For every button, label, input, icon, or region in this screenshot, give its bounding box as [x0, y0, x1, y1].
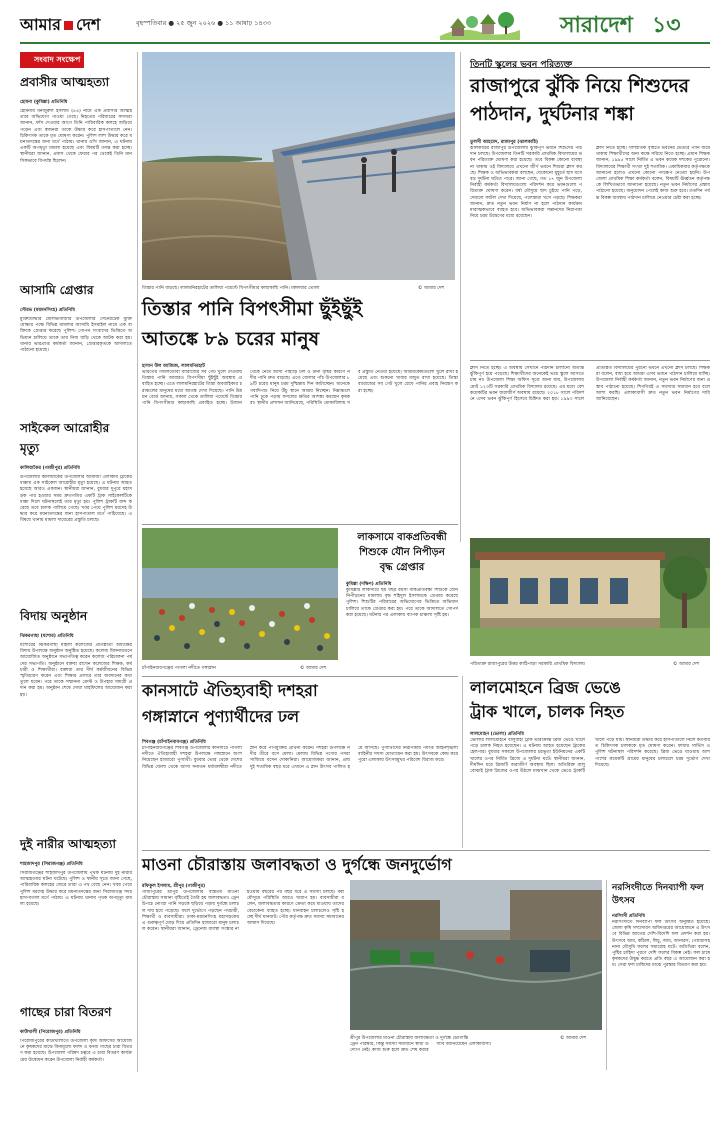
masthead	[0, 0, 720, 46]
divider	[142, 524, 458, 525]
photo-caption: পরিত্যক্ত রাজাপুরের উত্তর কাঠিপাড়া সরকারি প্রাথমিক বিদ্যালয়	[470, 662, 585, 667]
column-divider	[460, 52, 461, 542]
story-body: ক্লাস নিতে হচ্ছে। এ অবস্থায় সেখানে পাঠদান চালানো অত্যন্ত ঝুঁকিপূর্ণ হয়ে পড়েছে। শিক্ষার্থীদের অনেকেই ভয়ে স্কুলে আসতে চায় না। উপজেলা শিক্ষা অফিস সূত্রে জানা যায়, উপজেলায় মোট ১২৩টি সরকারি প্রাথমিক বিদ্যালয় রয়েছে। এর মধ্যে বেশ কয়েকটির ভবন জরাজীর্ণ অবস্থায় রয়েছে। ২০১৮ সালে পরিদর্শনে এসব ভবন ঝুঁকিপূর্ণ হিসেবে চিহ্নিত করা হয়। ১৯৯৩ সালে প্রতিষ্ঠিত বিদ্যালয়ের পুরনো ভবনে এখনো ক্লাস চলছে। শিক্ষকরা বলেন, বাধ্য হয়ে আমরা এসব ভবনে পাঠদান চালিয়ে যাচ্ছি। উপজেলা নির্বাহী কর্মকর্তা জানান, নতুন ভবন নির্মাণের জন্য প্রস্তাব পাঠানো হয়েছে। শিগগিরই এ সমস্যার সমাধান হবে বলে আশা করছি। এলাকাবাসী দ্রুত নতুন ভবন নির্মাণের দাবি জানিয়েছেন।	[470, 366, 710, 403]
photo-credit: © আমার দেশ	[560, 1036, 587, 1041]
brief-byline: কালিয়াকৈর (গাজীপুর) প্রতিনিধি	[20, 466, 80, 471]
river-bridge-photo	[142, 52, 455, 280]
story-body: ভোলার লালমোহনে বালুবাহী ট্রাক ভারাক্রান্ত ব্রিজ ভেঙে খালে পড়ে চালক নিহত হয়েছেন। এ ঘটনায় আহত হয়েছেন ট্রাকের হেলপার। বুধবার সকালে উপজেলার চরভূতা ইউনিয়নের একটি খালের ওপর নির্মিত ব্রিজে এ দুর্ঘটনা ঘটে। স্থানীয়রা জানান, দীর্ঘদিন ধরে ব্রিজটি জরাজীর্ণ অবস্থায় ছিল। অতিরিক্ত বালু বোঝাই ট্রাক ব্রিজের ওপর উঠলে মাঝখান থেকে ভেঙে ট্রাকটি খালে পড়ে যায়। স্থানীয়রা উদ্ধার করে হাসপাতালে নিলে কর্তব্যরত চিকিৎসক চালককে মৃত ঘোষণা করেন। ফায়ার সার্ভিস ও পুলিশ ঘটনাস্থল পরিদর্শন করেছে। ব্রিজ ভেঙে যাওয়ায় আশপাশের কয়েকটি গ্রামের মানুষের চলাচলে চরম দুর্ভোগ দেখা দিয়েছে।	[470, 738, 710, 775]
photo-caption: তিস্তার পানি বাড়ছে। লালমনিরহাটের ডালিয়া পয়েন্টে বিপৎসীমার কাছাকাছি পানি। মঙ্গলবার তোলা	[142, 286, 320, 291]
arrest-headline	[346, 530, 458, 575]
story-body: নরসিংদীতে দিনব্যাপী ফল উৎসব অনুষ্ঠিত হয়েছে। জেলা কৃষি সম্প্রসারণ অধিদপ্তরের আয়োজনে এ উৎসবে বিভিন্ন জাতের দেশি-বিদেশি ফল প্রদর্শন করা হয়। উৎসবে আম, কাঁঠাল, লিচু, জাম, আনারস, পেয়ারাসহ নানা মৌসুমি ফলের সমারোহ ঘটে। অতিথিরা বলেন, পুষ্টির চাহিদা পূরণে দেশি ফলের বিকল্প নেই। ফল চাষে কৃষকদের উদ্বুদ্ধ করতে প্রতি বছর এ আয়োজন করা হয়। সেরা ফল চাষিদের মাঝে পুরস্কার বিতরণ করা হয়।	[612, 920, 710, 969]
story-byline: নরসিংদী প্রতিনিধি	[612, 914, 646, 919]
divider	[142, 676, 458, 677]
brief-byline: হোমনা (কুমিল্লা) প্রতিনিধি	[20, 100, 68, 105]
divider	[142, 850, 710, 851]
teesta-headline	[142, 294, 458, 354]
headline-line: তিস্তার পানি বিপৎসীমা ছুঁইছুঁই	[142, 298, 363, 320]
headline-line: গঙ্গাস্নানে পুণ্যার্থীদের ঢল	[142, 707, 299, 726]
headline-line: লালমোহনে ব্রিজ ভেঙে	[470, 678, 621, 697]
story-body: ঝালকাঠির রাজাপুর উপজেলায় ঝুঁকিপূর্ণ ভবনে শিশুদের পাঠদান চলছে। উপজেলার তিনটি সরকারি প্রাথমিক বিদ্যালয়ের ভবন পরিত্যক্ত ঘোষণা করা হয়েছে। তবে বিকল্প কোনো ব্যবস্থা না থাকায় ওই বিদ্যালয়ে এখনো জীর্ণ ভবনে শিশুরা ক্লাস করছে। শিক্ষক ও অভিভাবকরা বলছেন, যেকোনো মুহূর্তে ছাদ ধসে বড় দুর্ঘটনা ঘটতে পারে। জানা গেছে, গত ১৭ জুন উপজেলা নির্বাহী কর্মকর্তা বিদ্যালয়গুলো পরিদর্শন করে ভবনগুলো পরিত্যক্ত ঘোষণা করেন। বর্ষা মৌসুমে ছাদ চুইয়ে পানি পড়ে, দেয়ালে ফাটল দেখা দিয়েছে, পলেস্তারা খসে পড়ছে। শিক্ষকরা জানান, দ্রুত নতুন ভবন নির্মাণ না হলে পাঠদান কার্যক্রম মারাত্মকভাবে ব্যাহত হবে। অভিভাবকরা সন্তানদের নিরাপত্তা নিয়ে চরম উদ্বেগের মধ্যে রয়েছেন।	[470, 146, 582, 220]
story-byline: লালমোহন (ভোলা) প্রতিনিধি	[470, 732, 524, 737]
section-label-icon	[20, 52, 30, 68]
river-bathing-photo	[142, 528, 338, 660]
brief-item	[20, 420, 132, 600]
story-byline: তুলসী আহমেদ, রাজাপুর (ঝালকাঠি)	[470, 140, 539, 145]
brief-item	[20, 1004, 132, 1124]
headline-line: ট্রাক খালে, চালক নিহত	[470, 702, 625, 721]
brief-title: আসামি গ্রেপ্তার	[20, 283, 94, 297]
photo-credit: © আমার দেশ	[300, 666, 327, 671]
story-byline: কুমিল্লা (দক্ষিণ) প্রতিনিধি	[346, 582, 392, 587]
headline-line: কানসাটে ঐতিহ্যবাহী দশহরা	[142, 681, 318, 700]
story-byline: রফিকুল ইসলাম, শ্রীপুর (গাজীপুর)	[142, 884, 206, 889]
headline-line: রাজাপুরে ঝুঁকি নিয়ে শিশুদের	[470, 75, 690, 97]
logo-left-text: আমার	[20, 15, 61, 34]
story-body: ভারতের গজলডোবা ব্যারাজের সব গেট খুলে দেওয়ায় তিস্তার পানি আবারও বিপৎসীমা ছুঁইছুঁই অবস্থায় প্রবাহিত হচ্ছে। এতে লালমনিরহাটের তিস্তা অববাহিকার চরাঞ্চলের মানুষের মধ্যে আতঙ্ক দেখা দিয়েছে। পানি উন্নয়ন বোর্ড জানায়, সকাল থেকে ডালিয়া পয়েন্টে তিস্তার পানি বিপৎসীমার কাছাকাছি প্রবাহিত হচ্ছে। উজান থেকে নেমে আসা পাহাড়ি ঢল ও টানা বৃষ্টির কারণে নদীর পানি দ্রুত বাড়ছে। এতে জেলার পাঁচ উপজেলার ৮৯টি চরের মানুষ চরম দুশ্চিন্তায় দিন কাটাচ্ছেন। অনেকে গবাদিপশু নিয়ে উঁচু স্থানে আশ্রয় নিচ্ছেন। নিম্নাঞ্চলে পানি ঢুকে পড়ায় ফসলের ক্ষতির আশঙ্কা করছেন কৃষকরা। স্থানীয় প্রশাসন জানিয়েছে, পরিস্থিতি মোকাবিলায় সব প্রস্তুতি নেওয়া হয়েছে। আশ্রয়কেন্দ্রগুলো খুলে রাখা হয়েছে এবং শুকনো খাবার মজুত রাখা হয়েছে। তিস্তা ব্যারাজের সব গেট খুলে রেখে পানির প্রবাহ নিয়ন্ত্রণ করা হচ্ছে।	[142, 370, 458, 407]
brief-body: হোমনায় মনজুরুল ইসলাম (৫৪) নামে এক প্রবাসীর আত্মহত্যার অভিযোগ পাওয়া গেছে। নিহতের পরিবারের সদস্যরা জানান, ফাঁস দেওয়ার আগে তিনি পারিবারিক কলহে জড়িয়ে পড়েন এবং স্বজনরা তাকে উদ্ধার করে হাসপাতালে নেন। চিকিৎসক তাকে মৃত ঘোষণা করেন। পুলিশ লাশ উদ্ধার করে ময়নাতদন্তের জন্য মর্গে পাঠায়। থানার ওসি জানান, এ ঘটনায় একটি অপমৃত্যু মামলা হয়েছে এবং বিষয়টি তদন্ত করা হচ্ছে। স্থানীয়রা জানান, প্রবাস থেকে ফেরার পর থেকেই তিনি মানসিকভাবে বিপর্যস্ত ছিলেন।	[20, 109, 132, 164]
section-label-text: সংবাদ সংক্ষেপ	[30, 52, 84, 68]
brief-body: সিরাজগঞ্জের শাহজাদপুর উপজেলায় পৃথক ঘটনায় দুই নারীর আত্মহত্যার ঘটনা ঘটেছে। পুলিশ ও স্থানীয় সূত্রে জানা গেছে, পারিবারিক কলহের জেরে তারা এ পথ বেছে নেন। খবর পেয়ে পুলিশ মরদেহ উদ্ধার করে ময়নাতদন্তের জন্য সিরাজগঞ্জ সদর হাসপাতাল মর্গে পাঠায়। এ ঘটনায় থানায় পৃথক অপমৃত্যু মামলা হয়েছে।	[20, 871, 132, 908]
news-brief-column	[20, 52, 132, 1072]
brief-title: প্রবাসীর আত্মহত্যা	[20, 75, 110, 89]
brief-item	[20, 74, 132, 274]
brief-body: মুক্তিযোদ্ধার মৌলভীবাজার উপজেলার সেনেরটেক মুক্তি যোদ্ধার পক্ষে বিভিন্ন মামলার আসামি ইসমাইল নামে এক ব্যক্তিকে গ্রেপ্তার করেছে পুলিশ। গোপন সংবাদের ভিত্তিতে অভিযান চালিয়ে তাকে তার নিজ বাড়ি থেকে আটক করা হয়। থানার ভারপ্রাপ্ত কর্মকর্তা জানান, গ্রেপ্তারকৃতকে আদালতে পাঠানো হয়েছে।	[20, 317, 132, 354]
fruit-headline: নরসিংদীতে দিনব্যাপী ফল উৎসব	[612, 883, 704, 906]
headline-line: পাঠদান, দুর্ঘটনার শঙ্কা	[470, 103, 634, 125]
kicker	[470, 52, 710, 68]
waterlog-headline: মাওনা চৌরাস্তায় জলাবদ্ধতা ও দুর্গন্ধে জনদুর্ভোগ	[142, 855, 452, 874]
brief-byline: শাহজাদপুর (সিরাজগঞ্জ) প্রতিনিধি	[20, 862, 83, 867]
photo-credit: © আমার দেশ	[418, 286, 445, 291]
bridge-headline	[470, 676, 710, 724]
headline-line: শিশুকে যৌন নিপীড়ন	[359, 547, 445, 558]
logo-right-text: দেশ	[76, 15, 101, 34]
divider	[470, 360, 710, 361]
issue-date: বৃহস্পতিবার ● ২৫ জুন ২০২৬ ● ১১ আষাঢ় ১৪৩৩	[136, 19, 272, 27]
story-body: গাজীপুরের শ্রীপুর উপজেলার ব্যস্ততম মাওনা চৌরাস্তায় সামান্য বৃষ্টিতেই তৈরি হয় জলাবদ্ধতা। ড্রেন উপচে নোংরা পানি সড়কে ছড়িয়ে পড়ায় দুর্গন্ধে চলাচল দায় হয়ে পড়েছে। ফলে দুর্ভোগে পড়ছেন পথচারী, শিক্ষার্থী ও ব্যবসায়ীরা। ঢাকা-ময়মনসিংহ মহাসড়কের এ গুরুত্বপূর্ণ মোড় দিয়ে প্রতিদিন হাজারো মানুষ চলাচল করেন। স্থানীয়রা জানান, ড্রেনেজ ব্যবস্থা সংস্কার না হওয়ায় বছরের পর বছর ধরে এ সমস্যা চলছে। বর্ষা মৌসুমে পরিস্থিতি আরও খারাপ হয়। ব্যবসায়ীরা বলেন, জলাবদ্ধতার কারণে ক্রেতা কমে যাওয়ায় তাদের বেচাকেনা ব্যাহত হচ্ছে। যানবাহন চলাচলেও সৃষ্টি হচ্ছে দীর্ঘ যানজট। পৌর কর্তৃপক্ষ দ্রুত সমস্যা সমাধানের আশ্বাস দিয়েছে।	[142, 890, 344, 933]
dashahara-headline	[142, 678, 458, 730]
story-byline: হাসান উল আজিজ, লালমনিরহাট	[142, 364, 205, 369]
headline-line: লাকসামে বাকপ্রতিবন্ধী	[357, 532, 447, 543]
brief-title: দুই নারীর আত্মহত্যা	[20, 837, 117, 851]
column-divider	[606, 880, 607, 1070]
brief-body: যশোরের ঝিকরগাছা মহিলা কলেজের প্রতিষ্ঠাতা অধ্যক্ষের বিদায় উপলক্ষে অনুষ্ঠান অনুষ্ঠিত হয়েছে। কলেজ মিলনায়তনে আয়োজিত অনুষ্ঠানে সভাপতিত্ব করেন কলেজ পরিচালনা পর্ষদের সভাপতি। অনুষ্ঠানে বক্তব্য রাখেন কলেজের শিক্ষক, কর্মচারী ও শিক্ষার্থীরা। বক্তারা তার দীর্ঘ কর্মজীবনের বিভিন্ন স্মৃতিচারণ করেন এবং শিক্ষার প্রসারে তার অবদানের কথা তুলে ধরেন। পরে তাকে সম্মাননা ক্রেস্ট ও উপহার সামগ্রী প্রদান করা হয়। অনুষ্ঠান শেষে দোয়া মাহফিলের আয়োজন করা হয়।	[20, 643, 132, 698]
masthead-rule	[20, 42, 710, 44]
brief-byline: কাউখালী (পিরোজপুর) প্রতিনিধি	[20, 1030, 81, 1035]
story-byline: শিবগঞ্জ (চাঁপাইনবাবগঞ্জ) প্রতিনিধি	[142, 740, 206, 745]
column-divider	[137, 52, 138, 1072]
brief-item	[20, 608, 132, 828]
brief-item	[20, 282, 132, 412]
newspaper-logo[interactable]	[20, 12, 100, 39]
column-divider	[462, 676, 463, 848]
waterlogged-road-photo	[350, 880, 602, 1030]
headline-line: আতঙ্কে ৮৯ চরের মানুষ	[142, 328, 320, 350]
brief-body: উপজেলার কালিয়াকৈর উপজেলার আমাজী এলাকায় ট্রাকের ধাক্কায় এক সাইকেল আরোহীর মৃত্যু হয়েছে। এ ঘটনায় আহত হয়েছে আরও একজন। স্থানীয়রা জানান, বুধবার দুপুরে মহাসড়ক পার হওয়ার সময় দ্রুতগতির একটি ট্রাক সাইকেলটিকে ধাক্কা দিলে ঘটনাস্থলেই তার মৃত্যু হয়। পুলিশ ট্রাকটি জব্দ করেছে তবে চালক পালিয়ে গেছে। খবর পেয়ে পুলিশ মরদেহ উদ্ধার করে ময়নাতদন্তের জন্য হাসপাতাল মর্গে পাঠিয়েছে। এ বিষয়ে থানায় মামলা দায়েরের প্রস্তুতি চলছে।	[20, 475, 132, 524]
school-headline	[470, 72, 710, 128]
headline-line: বৃদ্ধ গ্রেপ্তার	[379, 562, 425, 573]
brief-byline: ঝিকরগাছা (যশোর) প্রতিনিধি	[20, 634, 74, 639]
story-body: ক্লাস নিতে হচ্ছে। সাম্প্রতিক বৃষ্টিতে ভবনের ভেতরে পানি জমে থাকায় শিক্ষার্থীদের অন্য কক্ষে সরিয়ে নিতে হচ্ছে। প্রধান শিক্ষক জানান, ১৯৯৫ সালে নির্মিত এ ভবন কয়েক দশকের পুরোনো। বিদ্যালয়ের শিক্ষার্থী সংখ্যা দুই শতাধিক। একাধিকবার কর্তৃপক্ষকে জানানো হলেও এখনো কোনো পদক্ষেপ নেওয়া হয়নি। উপজেলা প্রাথমিক শিক্ষা কর্মকর্তা বলেন, বিষয়টি ঊর্ধ্বতন কর্তৃপক্ষকে লিখিতভাবে জানানো হয়েছে। নতুন ভবন নির্মাণের প্রস্তাব পাঠানো হয়েছে। অনুমোদন পেলেই কাজ শুরু হবে। ততদিন পর্যন্ত বিকল্প ব্যবস্থায় পাঠদান চালিয়ে নেওয়ার চেষ্টা করা হচ্ছে।	[596, 146, 710, 201]
photo-caption: শ্রীপুর উপজেলার মাওনা চৌরাস্তায় জলাবদ্ধতা ও দুর্গন্ধে ভোগান্তি	[350, 1036, 469, 1041]
brief-item	[20, 836, 132, 996]
page-number: ১৩	[652, 13, 681, 38]
story-body: চাঁপাইনবাবগঞ্জের শিবগঞ্জ উপজেলার কানসাটে পাগলা নদীতে ঐতিহ্যবাহী দশহরা উপলক্ষে গঙ্গাস্নানে অংশ নিয়েছেন হাজারো পুণ্যার্থী। বুধবার ভোর থেকে দেশের বিভিন্ন জেলা থেকে আসা সনাতন ধর্মাবলম্বীরা নদীতে স্নান করে পাপমুক্তির প্রার্থনা করেন। দশহরা উপলক্ষে নদীর তীরে বসে মেলা। মেলায় বিভিন্ন পণ্যের পসরা সাজিয়ে বসেন দোকানিরা। আয়োজকরা জানান, প্রায় দুই শতাধিক বছর ধরে এখানে এ স্নান উৎসব পালিত হয়ে আসছে। পুণ্যার্থীদের নিরাপত্তায় পর্যাপ্ত আইনশৃঙ্খলা বাহিনীর সদস্য মোতায়েন করা হয়। উৎসবকে কেন্দ্র করে পুরো এলাকায় উৎসবমুখর পরিবেশ বিরাজ করে।	[142, 746, 458, 770]
brief-title: বিদায় অনুষ্ঠান	[20, 609, 88, 623]
story-body: ড্রেন পরিষ্কার, কিন্তু সমস্যা সমাধানে স্থায়ী উদ্যোগ নেই। কাজ শুরু হলে দ্রুত শেষ করার দাবি জানিয়েছেন এলাকাবাসী।	[350, 1042, 492, 1054]
photo-credit: © আমার দেশ	[673, 662, 700, 667]
story-body: কুমিল্লার লাকসামে ছয় বছর বয়সী বাকপ্রতিবন্ধী শিশুকে যৌন নিপীড়নের মামলায় বৃদ্ধ শহিদুল ইসলামকে গ্রেপ্তার করেছে পুলিশ। শিশুটির পরিবারের অভিযোগের ভিত্তিতে অভিযান চালিয়ে তাকে গ্রেপ্তার করা হয়। পরে তাকে আদালতে সোপর্দ করা হয়েছে। ঘটনার পর এলাকায় ব্যাপক চাঞ্চল্য সৃষ্টি হয়।	[346, 588, 458, 618]
section-label-badge	[20, 52, 132, 68]
village-illustration	[440, 6, 520, 40]
brief-body: পিরোজপুরের কাউখালীতে উপজেলা কৃষি অফিসের আয়োজনে কৃষকদের মাঝে বিনামূল্যে ফলদ ও বনজ গাছের চারা বিতরণ করা হয়েছে। উপজেলা পরিষদ চত্বরে এ চারা বিতরণ কার্যক্রমের উদ্বোধন করেন উপজেলা নির্বাহী কর্মকর্তা।	[20, 1039, 132, 1063]
page-section-title: সারাদেশ	[560, 13, 633, 38]
brief-title: গাছের চারা বিতরণ	[20, 1005, 112, 1019]
photo-caption: চাঁপাইনবাবগঞ্জের পাগলা নদীতে গঙ্গাস্নান	[142, 666, 216, 671]
kicker-text: তিনটি স্কুলের ভবন পরিত্যক্ত	[470, 60, 573, 70]
logo-square-icon	[64, 21, 73, 30]
brief-byline: সৌরভ (ময়মনসিংহ) প্রতিনিধি	[20, 308, 75, 313]
brief-title: সাইকেল আরোহীর মৃত্যু	[20, 421, 110, 455]
school-building-photo	[470, 538, 710, 656]
